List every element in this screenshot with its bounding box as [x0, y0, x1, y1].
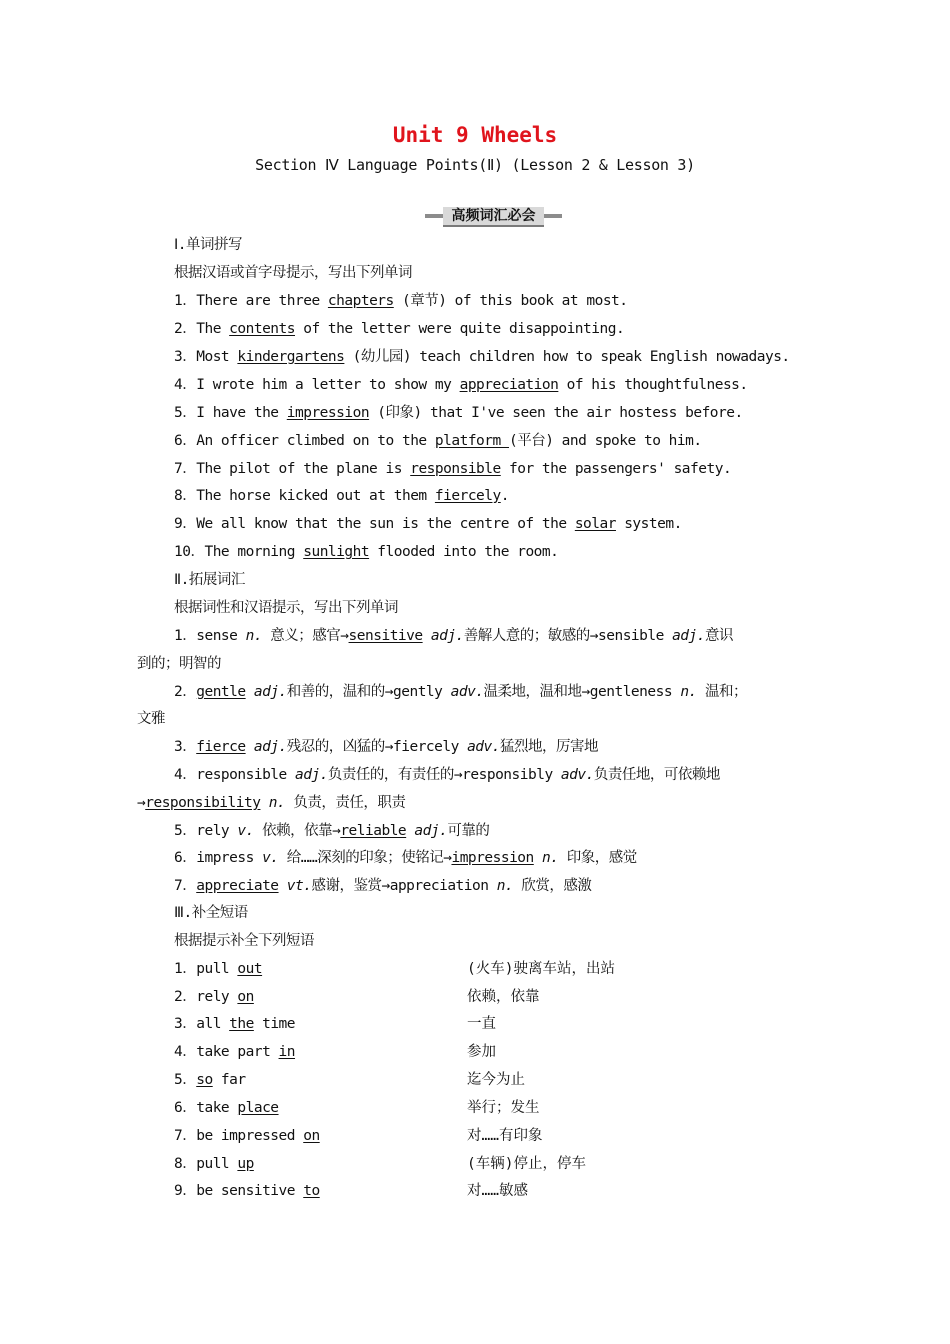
pos-label: adj.	[430, 628, 464, 644]
item-text: 善解人意的；敏感的→sensible	[463, 628, 673, 644]
item-text: 给……深刻的印象；使铭记→	[278, 850, 452, 866]
phrase-meaning: 参加	[467, 1044, 496, 1060]
item-number: 4．	[174, 1044, 197, 1060]
item-text: 可靠的	[447, 823, 490, 839]
expand-item	[174, 846, 637, 867]
answer: contents	[229, 321, 295, 337]
answer: sensitive	[348, 628, 423, 644]
answer: appreciation	[459, 377, 559, 393]
item-text: for the passengers' safety.	[500, 461, 732, 477]
item-text: The	[196, 321, 230, 337]
phrase-item	[174, 985, 254, 1006]
item-text: (幼儿园) teach children how to speak English nowadays.	[344, 349, 790, 365]
answer: the	[229, 1016, 254, 1032]
item-text: 欣赏，感激	[513, 878, 592, 894]
item-text: I wrote him a letter to show my	[196, 377, 460, 393]
item-text: 意识	[705, 628, 733, 644]
pos-label: adj.	[253, 739, 287, 755]
item-text: all	[196, 1016, 230, 1032]
item-text: 4．responsible	[174, 767, 295, 783]
item-text	[279, 878, 287, 894]
item-text: The horse kicked out at them	[196, 488, 435, 504]
answer: on	[303, 1128, 320, 1144]
phrase-meaning: 迄今为止	[467, 1072, 525, 1088]
item-text: 猛烈地，厉害地	[500, 739, 598, 755]
answer: kindergartens	[237, 349, 345, 365]
item-number: 7．	[174, 1128, 197, 1144]
answer: up	[237, 1156, 254, 1172]
item-number: 6．	[174, 1100, 197, 1116]
item-text: Most	[196, 349, 238, 365]
banner-label: 高频词汇必会	[443, 207, 544, 227]
answer: place	[237, 1100, 279, 1116]
spelling-item	[174, 429, 702, 450]
vocabulary-banner	[425, 206, 562, 226]
item-number: 8．	[174, 488, 197, 504]
item-text: 1．sense	[174, 628, 246, 644]
expand-item	[174, 874, 591, 895]
item-text	[423, 628, 431, 644]
item-text: An officer climbed on to the	[196, 433, 435, 449]
section2-instruction: 根据词性和汉语提示，写出下列单词	[174, 600, 398, 616]
arrow: →	[137, 795, 146, 811]
pos-label: n.	[542, 850, 559, 866]
expand-item	[174, 680, 747, 701]
pos-label: adj.	[295, 767, 328, 783]
phrase-meaning: 对……有印象	[467, 1128, 543, 1144]
answer: fierce	[196, 739, 246, 755]
item-number: 1．	[174, 961, 197, 977]
phrase-item	[174, 1152, 254, 1173]
spelling-item	[174, 317, 624, 338]
answer: impression	[286, 405, 370, 421]
answer: gentle	[196, 684, 246, 700]
item-number: 1．	[174, 293, 197, 309]
answer: to	[303, 1183, 320, 1199]
item-text: There are three	[196, 293, 328, 309]
spelling-item	[174, 289, 628, 310]
pos-label: adj.	[253, 684, 287, 700]
item-number: 7．	[174, 461, 197, 477]
item-text	[246, 739, 254, 755]
answer: fiercely	[434, 488, 501, 504]
phrase-meaning: 依赖，依靠	[467, 989, 540, 1005]
item-text: rely	[196, 989, 238, 1005]
item-text: 7．	[174, 878, 197, 894]
item-text: 意义；感官→	[262, 628, 349, 644]
item-text: 感谢，鉴赏→appreciation	[311, 878, 497, 894]
item-text: time	[253, 1016, 296, 1032]
section1-heading: Ⅰ.单词拼写	[174, 237, 243, 253]
item-text: of his thoughtfulness.	[558, 377, 748, 393]
section3-instruction: 根据提示补全下列短语	[174, 933, 314, 949]
section-subtitle: Section Ⅳ Language Points(Ⅱ) (Lesson 2 & Lesson 3)	[255, 156, 695, 174]
phrase-item	[174, 957, 262, 978]
item-text: be sensitive	[196, 1183, 304, 1199]
answer: reliable	[340, 823, 407, 839]
section3-heading: Ⅲ.补全短语	[174, 905, 248, 921]
item-text: (章节) of this book at most.	[393, 293, 628, 309]
phrase-meaning: 一直	[467, 1016, 496, 1032]
item-text	[260, 795, 268, 811]
item-text: 印象，感觉	[558, 850, 637, 866]
item-text: The morning	[204, 544, 304, 560]
item-text: 负责，责任，职责	[285, 795, 406, 811]
item-text: system.	[615, 516, 682, 532]
item-text: pull	[196, 961, 238, 977]
pos-label: adv.	[450, 684, 484, 700]
expand-item-wrap: 到的；明智的	[137, 656, 221, 672]
pos-label: adv.	[467, 739, 500, 755]
answer: responsibility	[145, 795, 261, 811]
item-number: 5．	[174, 1072, 197, 1088]
pos-label: n.	[680, 684, 697, 700]
pos-label: n.	[496, 878, 514, 894]
answer: solar	[574, 516, 616, 532]
item-text: (平台) and spoke to him.	[508, 433, 702, 449]
item-number: 3．	[174, 349, 197, 365]
item-number: 9．	[174, 516, 197, 532]
item-text: 温柔地，温和地→gentleness	[483, 684, 681, 700]
pos-label: vt.	[286, 878, 312, 894]
item-text: take	[196, 1100, 238, 1116]
pos-label: v.	[262, 850, 279, 866]
expand-item-wrap	[137, 791, 405, 812]
spelling-item	[174, 457, 731, 478]
spelling-item	[174, 540, 558, 561]
pos-label: adj.	[672, 628, 705, 644]
section2-heading: Ⅱ.拓展词汇	[174, 572, 245, 588]
item-text: 温和；	[696, 684, 748, 700]
answer: responsible	[410, 461, 501, 477]
pos-label: v.	[237, 823, 254, 839]
spelling-item	[174, 373, 748, 394]
item-text: (印象) that I've seen the air hostess before.	[369, 405, 743, 421]
pos-label: n.	[245, 628, 263, 644]
phrase-item	[174, 1040, 295, 1061]
item-number: 3．	[174, 1016, 197, 1032]
answer: in	[278, 1044, 296, 1060]
item-text: be impressed	[196, 1128, 304, 1144]
item-number: 2．	[174, 321, 197, 337]
answer: on	[237, 989, 254, 1005]
item-text	[246, 684, 254, 700]
item-number: 9．	[174, 1183, 197, 1199]
phrase-meaning: 举行；发生	[467, 1100, 540, 1116]
phrase-item	[174, 1179, 320, 1200]
item-number: 6．	[174, 433, 197, 449]
item-text: .	[500, 488, 509, 504]
answer: so	[196, 1072, 213, 1088]
answer: appreciate	[196, 878, 279, 894]
item-text: I have the	[196, 405, 287, 421]
pos-label: adj.	[414, 823, 448, 839]
item-number: 10．	[174, 544, 205, 560]
item-number: 2．	[174, 989, 197, 1005]
item-number: 8．	[174, 1156, 197, 1172]
item-text: We all know that the sun is the centre of the	[196, 516, 575, 532]
item-number: 5．	[174, 405, 197, 421]
item-text: flooded into the room.	[369, 544, 559, 560]
item-text: 负责任地，可依赖地	[593, 767, 720, 783]
item-text: of the letter were quite disappointing.	[295, 321, 625, 337]
item-text: The pilot of the plane is	[196, 461, 411, 477]
item-text	[534, 850, 542, 866]
answer: chapters	[327, 293, 394, 309]
item-text: 依赖，依靠→	[253, 823, 341, 839]
item-text: 5．rely	[174, 823, 238, 839]
pos-label: n.	[268, 795, 286, 811]
item-text: 3．	[174, 739, 197, 755]
phrase-item	[174, 1012, 295, 1033]
expand-item	[174, 735, 598, 756]
expand-item	[174, 624, 733, 645]
item-text: take part	[196, 1044, 279, 1060]
phrase-meaning: (车辆)停止，停车	[467, 1156, 586, 1172]
spelling-item	[174, 401, 743, 422]
page-title: Unit 9 Wheels	[392, 123, 558, 147]
item-text: 2．	[174, 684, 197, 700]
phrase-item	[174, 1124, 320, 1145]
expand-item-wrap: 文雅	[137, 711, 165, 727]
answer: platform	[434, 433, 509, 449]
item-text: far	[212, 1072, 246, 1088]
item-text: 和善的，温和的→gently	[286, 684, 451, 700]
item-text: pull	[196, 1156, 238, 1172]
answer: out	[237, 961, 263, 977]
item-number: 4．	[174, 377, 197, 393]
section1-instruction: 根据汉语或首字母提示，写出下列单词	[174, 265, 412, 281]
spelling-item	[174, 512, 682, 533]
phrase-meaning: 对……敏感	[467, 1183, 528, 1199]
spelling-item	[174, 345, 790, 366]
phrase-meaning: (火车)驶离车站，出站	[467, 961, 615, 977]
phrase-item	[174, 1096, 279, 1117]
answer: impression	[451, 850, 534, 866]
pos-label: adv.	[560, 767, 594, 783]
item-text: 残忍的，凶猛的→fiercely	[286, 739, 468, 755]
answer: sunlight	[303, 544, 370, 560]
spelling-item	[174, 484, 509, 505]
expand-item	[174, 763, 720, 784]
phrase-item	[174, 1068, 246, 1089]
expand-item	[174, 819, 489, 840]
item-text: 6．impress	[174, 850, 263, 866]
item-text: 负责任的，有责任的→responsibly	[327, 767, 561, 783]
